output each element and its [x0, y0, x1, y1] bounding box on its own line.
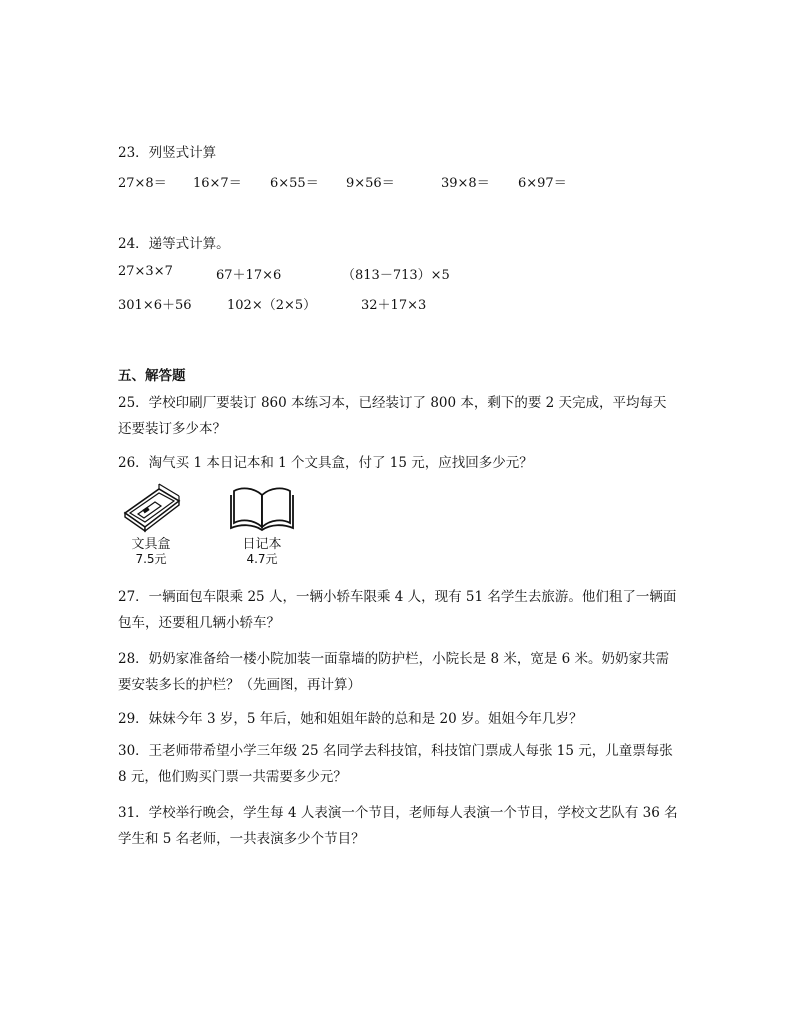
- q24-row2-item-2: 102×（2×5）: [227, 298, 317, 313]
- q23-item-2: 16×7＝: [193, 176, 242, 191]
- q24-row1-item-1: 27×3×7: [118, 264, 173, 279]
- q31-text: 31．学校举行晚会，学生每 4 人表演一个节目，老师每人表演一个节目，学校文艺队有 36 名学生和 5 名老师，一共表演多少个节目？: [118, 805, 678, 847]
- notebook-figure: [226, 483, 298, 567]
- pencil-case-label: 文具盒: [131, 537, 171, 552]
- q24-row2-item-3: 32＋17×3: [361, 298, 427, 313]
- q24-row1-item-3: （813－713）×5: [342, 268, 450, 283]
- q23-item-6: 6×97＝: [518, 176, 567, 191]
- q23-item-5: 39×8＝: [441, 176, 490, 191]
- q29-text: 29．妹妹今年 3 岁，5 年后，她和姐姐年龄的总和是 20 岁。姐姐今年几岁？: [118, 711, 583, 727]
- section-heading: 五、解答题: [118, 368, 186, 384]
- q30-text: 30．王老师带希望小学三年级 25 名同学去科技馆，科技馆门票成人每张 15 元，儿童票每张 8 元，他们购买门票一共需要多少元？: [118, 743, 673, 785]
- q28-text: 28．奶奶家准备给一楼小院加装一面靠墙的防护栏，小院长是 8 米，宽是 6 米。奶奶家共需要安装多长的护栏？（先画图，再计算）: [118, 651, 670, 693]
- pencil-case-price: 7.5元: [135, 552, 167, 566]
- notebook-icon: [229, 483, 295, 533]
- q24-row1-item-2: 67＋17×6: [216, 268, 282, 283]
- pencil-case-icon: [119, 483, 183, 533]
- q23-title: 23．列竖式计算: [118, 145, 217, 161]
- q25-text: 25．学校印刷厂要装订 860 本练习本，已经装订了 800 本，剩下的要 2 天完成，平均每天还要装订多少本？: [118, 395, 667, 437]
- q23-item-4: 9×56＝: [346, 176, 395, 191]
- q27-text: 27．一辆面包车限乘 25 人，一辆小轿车限乘 4 人，现有 51 名学生去旅游。他们租了一辆面包车，还要租几辆小轿车？: [118, 589, 677, 631]
- q24-title: 24．递等式计算。: [118, 236, 230, 252]
- q26-text: 26．淘气买 1 本日记本和 1 个文具盒，付了 15 元，应找回多少元？: [118, 455, 533, 471]
- notebook-label: 日记本: [242, 537, 282, 552]
- notebook-price: 4.7元: [246, 552, 278, 566]
- q23-item-1: 27×8＝: [118, 176, 167, 191]
- q23-item-3: 6×55＝: [270, 176, 319, 191]
- q24-row2-item-1: 301×6＋56: [118, 298, 192, 313]
- pencil-case-figure: [115, 483, 187, 567]
